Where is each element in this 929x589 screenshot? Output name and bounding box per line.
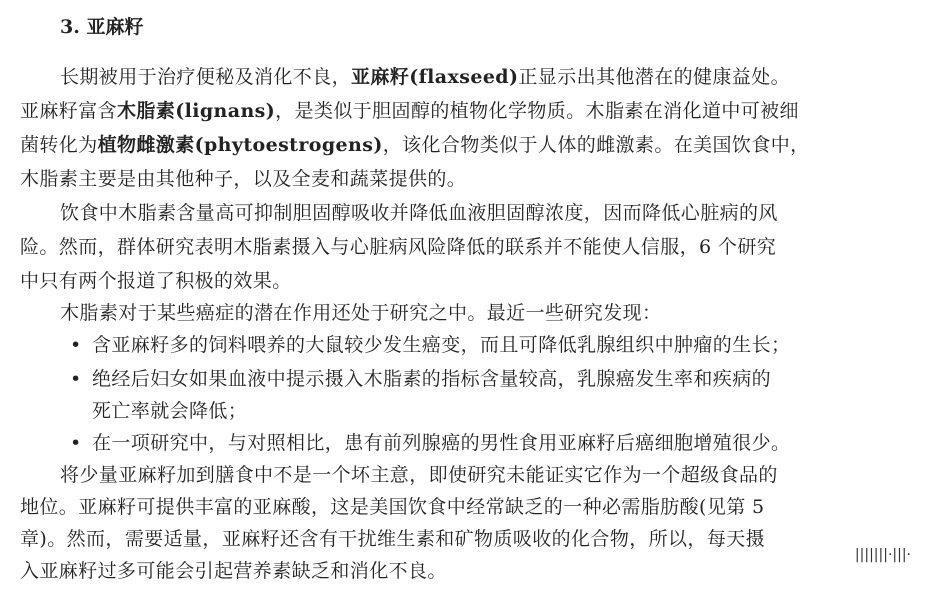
section-number: 3. xyxy=(60,16,80,38)
section-heading xyxy=(60,14,143,40)
bullet-dot: • xyxy=(70,334,82,356)
text-run: ，该化合物类似于人体的雌激素。在美国饮食中， xyxy=(382,134,810,156)
watermark: |||||||·|||· xyxy=(854,547,911,563)
bullet-item-2-line-2: 死亡率就会降低； xyxy=(92,400,248,422)
bullet-item-3: 在一项研究中，与对照相比，患有前列腺癌的男性食用亚麻籽后癌细胞增殖很少。 xyxy=(92,432,791,454)
text-run: 长期被用于治疗便秘及消化不良， xyxy=(60,66,352,88)
section-title: 亚麻籽 xyxy=(86,16,144,38)
paragraph-2-line-3: 中只有两个报道了积极的效果。 xyxy=(20,270,292,292)
text-run: ，是类似于胆固醇的植物化学物质。木脂素在消化道中可被细 xyxy=(275,100,799,122)
paragraph-2-line-2: 险。然而，群体研究表明木脂素摄入与心脏病风险降低的联系并不能使人信服，6 个研究 xyxy=(20,236,777,258)
term-flaxseed: 亚麻籽(flaxseed) xyxy=(351,66,519,88)
text-run: 亚麻籽富含 xyxy=(20,100,118,122)
paragraph-1-line-1 xyxy=(60,62,790,92)
paragraph-3-line-1: 木脂素对于某些癌症的潜在作用还处于研究之中。最近一些研究发现： xyxy=(60,302,662,324)
text-run: 菌转化为 xyxy=(20,134,98,156)
paragraph-1-line-3 xyxy=(20,130,810,160)
paragraph-1-line-2 xyxy=(20,96,799,126)
bullet-dot: • xyxy=(70,368,82,390)
paragraph-4-line-1: 将少量亚麻籽加到膳食中不是一个坏主意，即使研究未能证实它作为一个超级食品的 xyxy=(60,464,778,486)
paragraph-4-line-4: 入亚麻籽过多可能会引起营养素缺乏和消化不良。 xyxy=(20,560,447,582)
paragraph-4-line-3: 章)。然而，需要适量，亚麻籽还含有干扰维生素和矿物质吸收的化合物，所以，每天摄 xyxy=(20,528,766,550)
text-run: 正显示出其他潜在的健康益处。 xyxy=(518,66,790,88)
term-lignans: 木脂素(lignans) xyxy=(117,100,276,122)
bullet-dot: • xyxy=(70,432,82,454)
bullet-item-2-line-1: 绝经后妇女如果血液中提示摄入木脂素的指标含量较高，乳腺癌发生率和疾病的 xyxy=(92,368,772,390)
paragraph-2-line-1: 饮食中木脂素含量高可抑制胆固醇吸收并降低血液胆固醇浓度，因而降低心脏病的风 xyxy=(60,202,778,224)
term-phytoestrogens: 植物雌激素(phytoestrogens) xyxy=(97,134,383,156)
bullet-item-1: 含亚麻籽多的饲料喂养的大鼠较少发生癌变，而且可降低乳腺组织中肿瘤的生长； xyxy=(92,334,791,356)
paragraph-1-line-4: 木脂素主要是由其他种子，以及全麦和蔬菜提供的。 xyxy=(20,168,467,190)
paragraph-4-line-2: 地位。亚麻籽可提供丰富的亚麻酸，这是美国饮食中经常缺乏的一种必需脂肪酸(见第 5 xyxy=(20,496,765,518)
